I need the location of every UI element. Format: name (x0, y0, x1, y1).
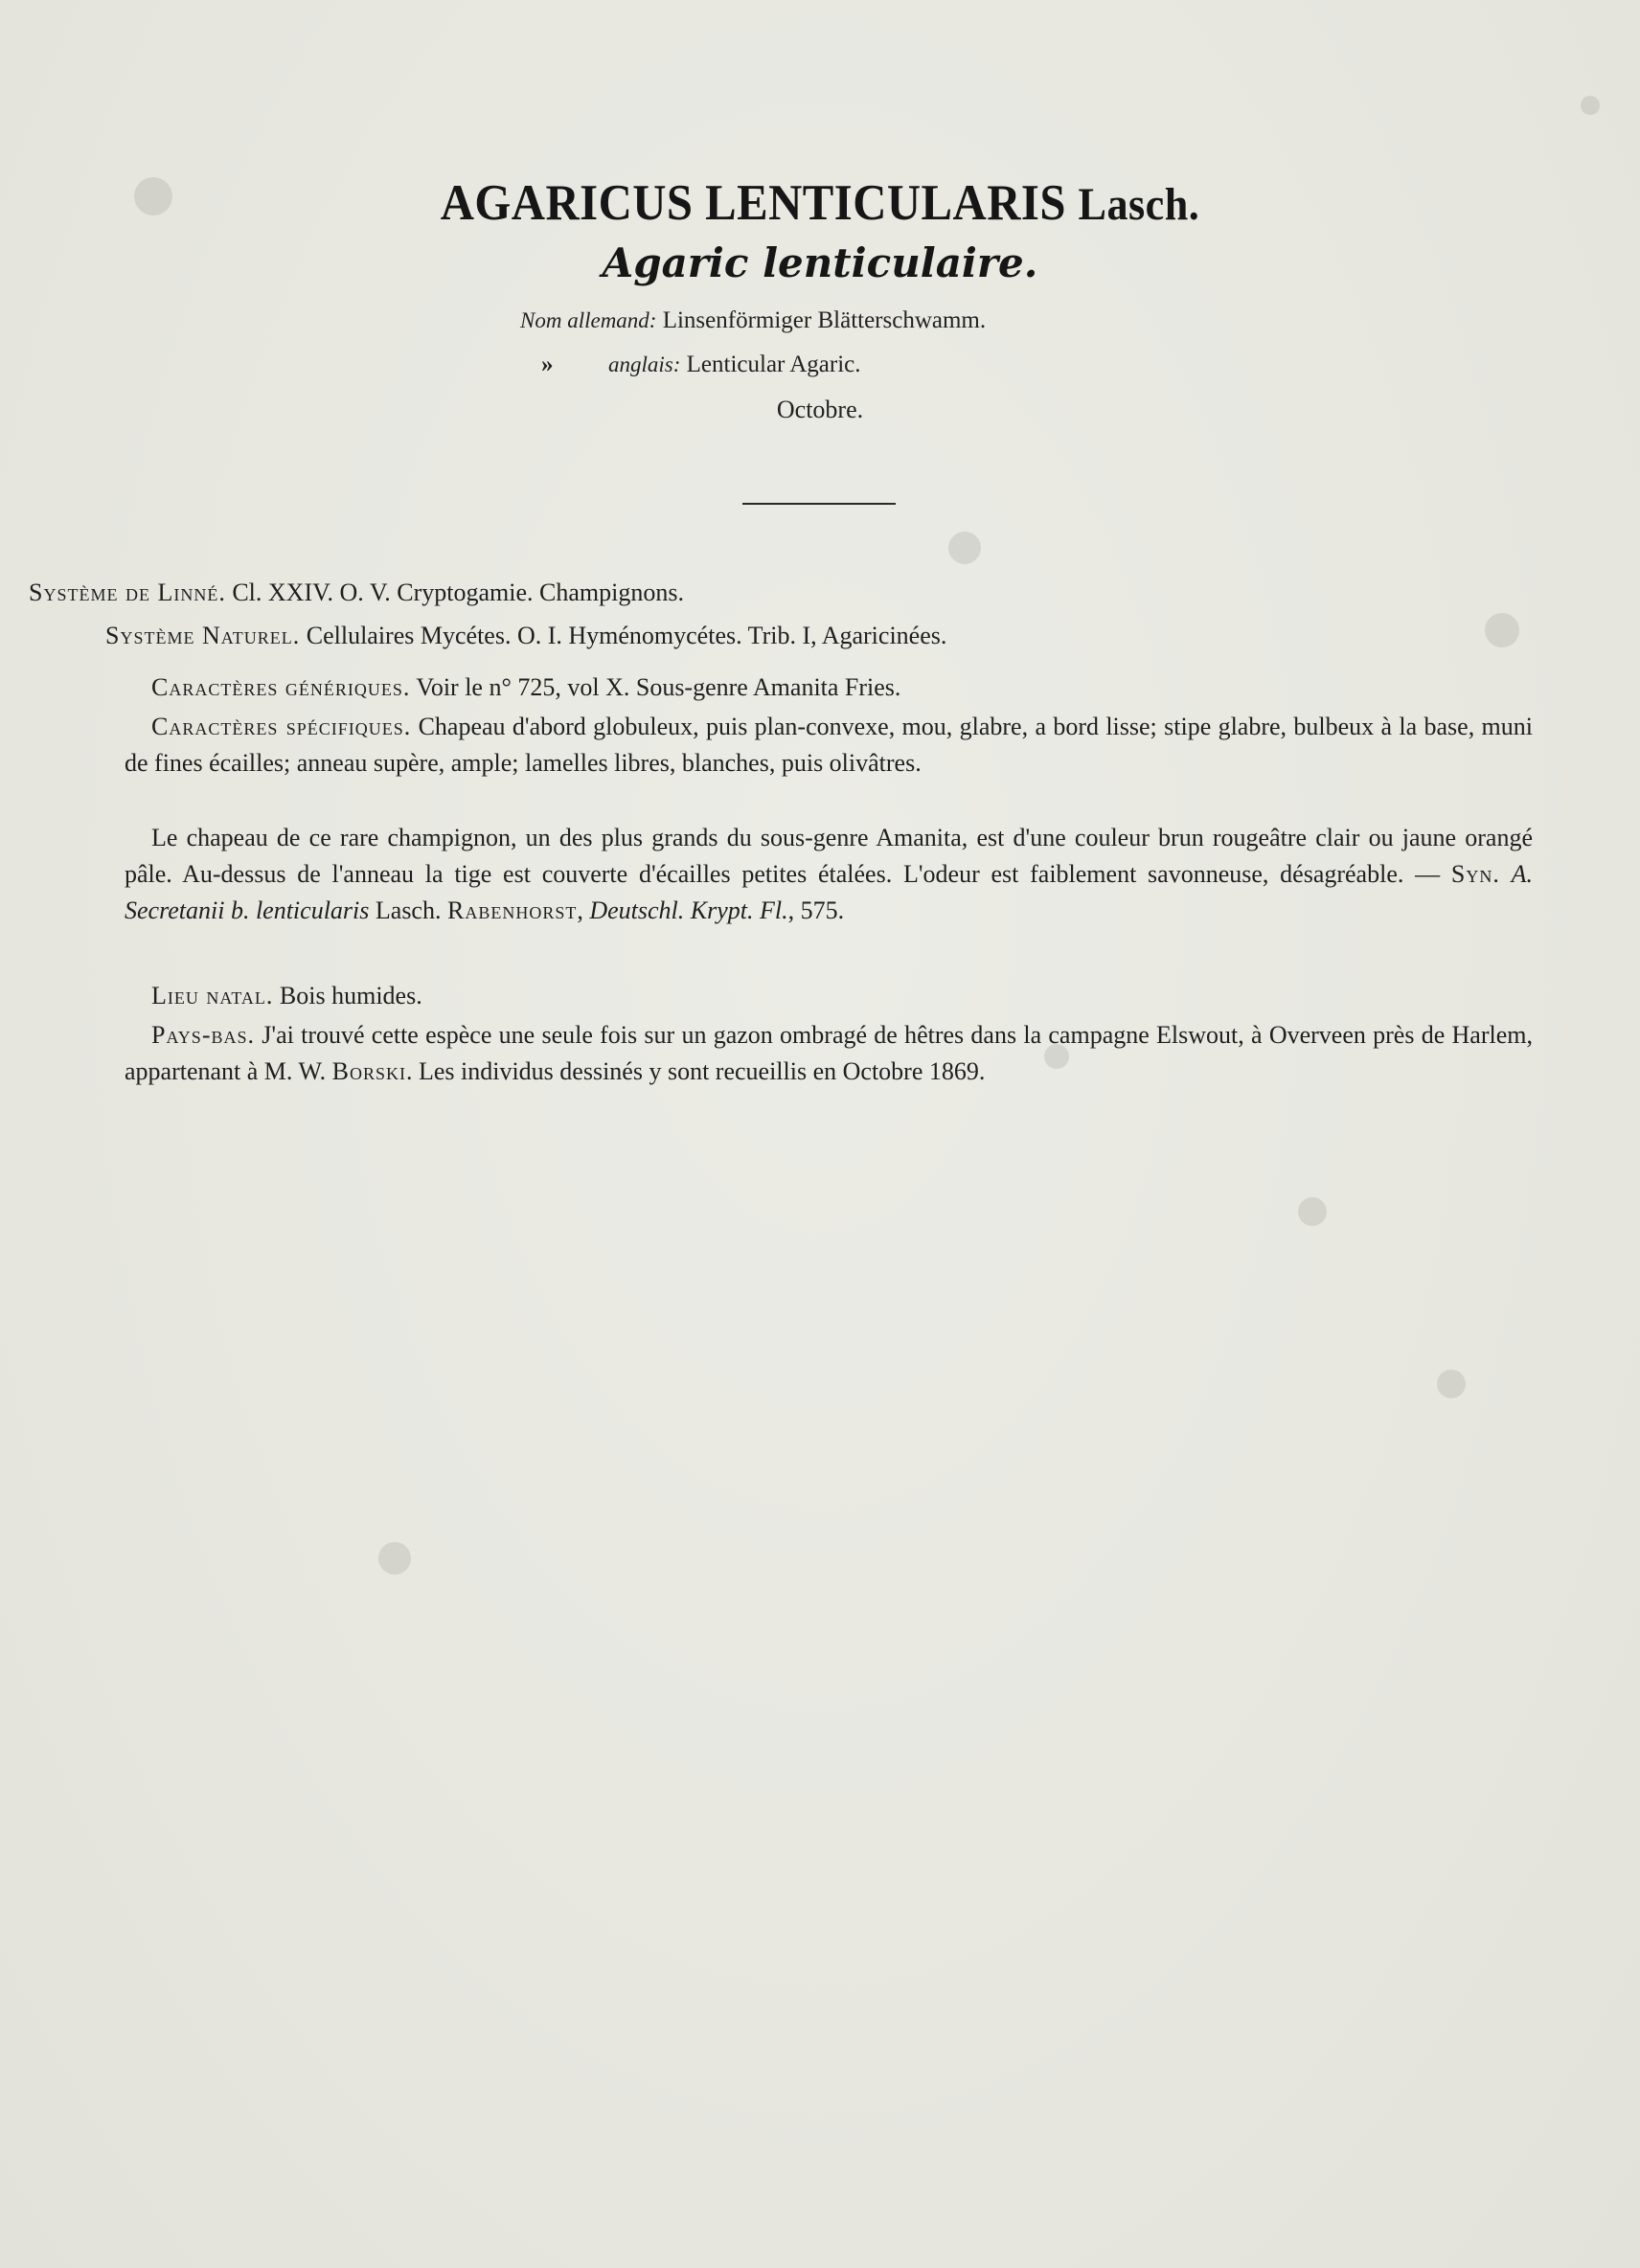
specific-characters-paragraph (125, 709, 1533, 782)
natural-system-paragraph (0, 618, 1640, 654)
reference-title: Deutschl. Krypt. Fl. (589, 896, 788, 924)
generic-characters-text: Voir le n° 725, vol X. Sous-genre Amanita Fries. (416, 673, 901, 701)
paper-blemish (1437, 1370, 1466, 1398)
german-name-line (520, 307, 986, 334)
english-name: Lenticular Agaric. (686, 352, 861, 377)
english-label: anglais: (608, 352, 681, 376)
species-title (65, 174, 1574, 232)
divider-rule (742, 503, 896, 505)
synonym-label: Syn. (1450, 860, 1500, 888)
natural-system-label: Système Naturel. (105, 622, 301, 649)
netherlands-text-a: J'ai trouvé cette espèce une seule fois sur un gazon ombragé de hêtres dans la campagne Elswout, à Overveen près de Harlem, appartenant à M. W. (125, 1021, 1533, 1085)
paper-blemish (378, 1542, 411, 1575)
german-name: Linsenförmiger Blätterschwamm. (662, 307, 987, 333)
description-paragraph (125, 820, 1533, 929)
generic-characters-label: Caractères génériques. (151, 673, 411, 701)
specific-characters-text: Chapeau d'abord globuleux, puis plan-convexe, mou, glabre, a bord lisse; stipe glabre, bulbeux à la base, muni de fines écailles; anneau supère, ample; lamelles libres, blanches, puis olivâtres. (125, 713, 1534, 777)
paper-blemish (948, 532, 981, 564)
month-line: Octobre. (776, 396, 864, 423)
description-text-d: , 575. (787, 896, 845, 924)
linnaeus-text: Cl. XXIV. O. V. Cryptogamie. Champignons. (232, 578, 684, 606)
french-common-name: Agaric lenticulaire. (602, 239, 1038, 286)
german-label: Nom allemand: (520, 308, 657, 332)
reference-author: Rabenhorst (446, 896, 578, 924)
ditto-mark: » (541, 352, 554, 377)
linnaeus-label: Système de Linné. (29, 578, 226, 606)
species-name: AGARICUS LENTICULARIS (440, 175, 1066, 231)
habitat-label: Lieu natal. (151, 982, 274, 1009)
species-author: Lasch. (1078, 179, 1200, 230)
specific-characters-label: Caractères spécifiques. (151, 713, 412, 740)
linnaeus-system-paragraph (0, 575, 1640, 611)
paper-blemish (1044, 1044, 1069, 1069)
description-text-a: Le chapeau de ce rare champignon, un des plus grands du sous-genre Amanita, est d'une couleur brun rougeâtre clair ou jaune orangé pâle. Au-dessus de l'anneau la tige est couverte d'écailles petites étalées. L'odeur est faiblement savonneuse, désagréable. — (125, 824, 1533, 888)
habitat-paragraph (125, 978, 1533, 1014)
paper-blemish (1485, 613, 1519, 647)
netherlands-label: Pays-bas. (151, 1021, 255, 1049)
generic-characters-paragraph (125, 669, 1533, 706)
english-name-line (541, 352, 861, 378)
synonym-name: A. Secretanii b. lenticularis (125, 860, 1533, 924)
netherlands-paragraph (125, 1017, 1533, 1090)
netherlands-text-b: . Les individus dessinés y sont recueillis en Octobre 1869. (405, 1057, 986, 1085)
description-text-b: Lasch. (369, 896, 447, 924)
natural-system-text: Cellulaires Mycétes. O. I. Hyménomycétes. Trib. I, Agaricinées. (306, 622, 947, 649)
paper-blemish (1298, 1197, 1327, 1226)
description-text-c: , (577, 896, 590, 924)
collector-name: Borski (331, 1057, 406, 1085)
habitat-text: Bois humides. (279, 982, 422, 1009)
paper-blemish (134, 177, 172, 215)
paper-blemish (1581, 96, 1600, 115)
